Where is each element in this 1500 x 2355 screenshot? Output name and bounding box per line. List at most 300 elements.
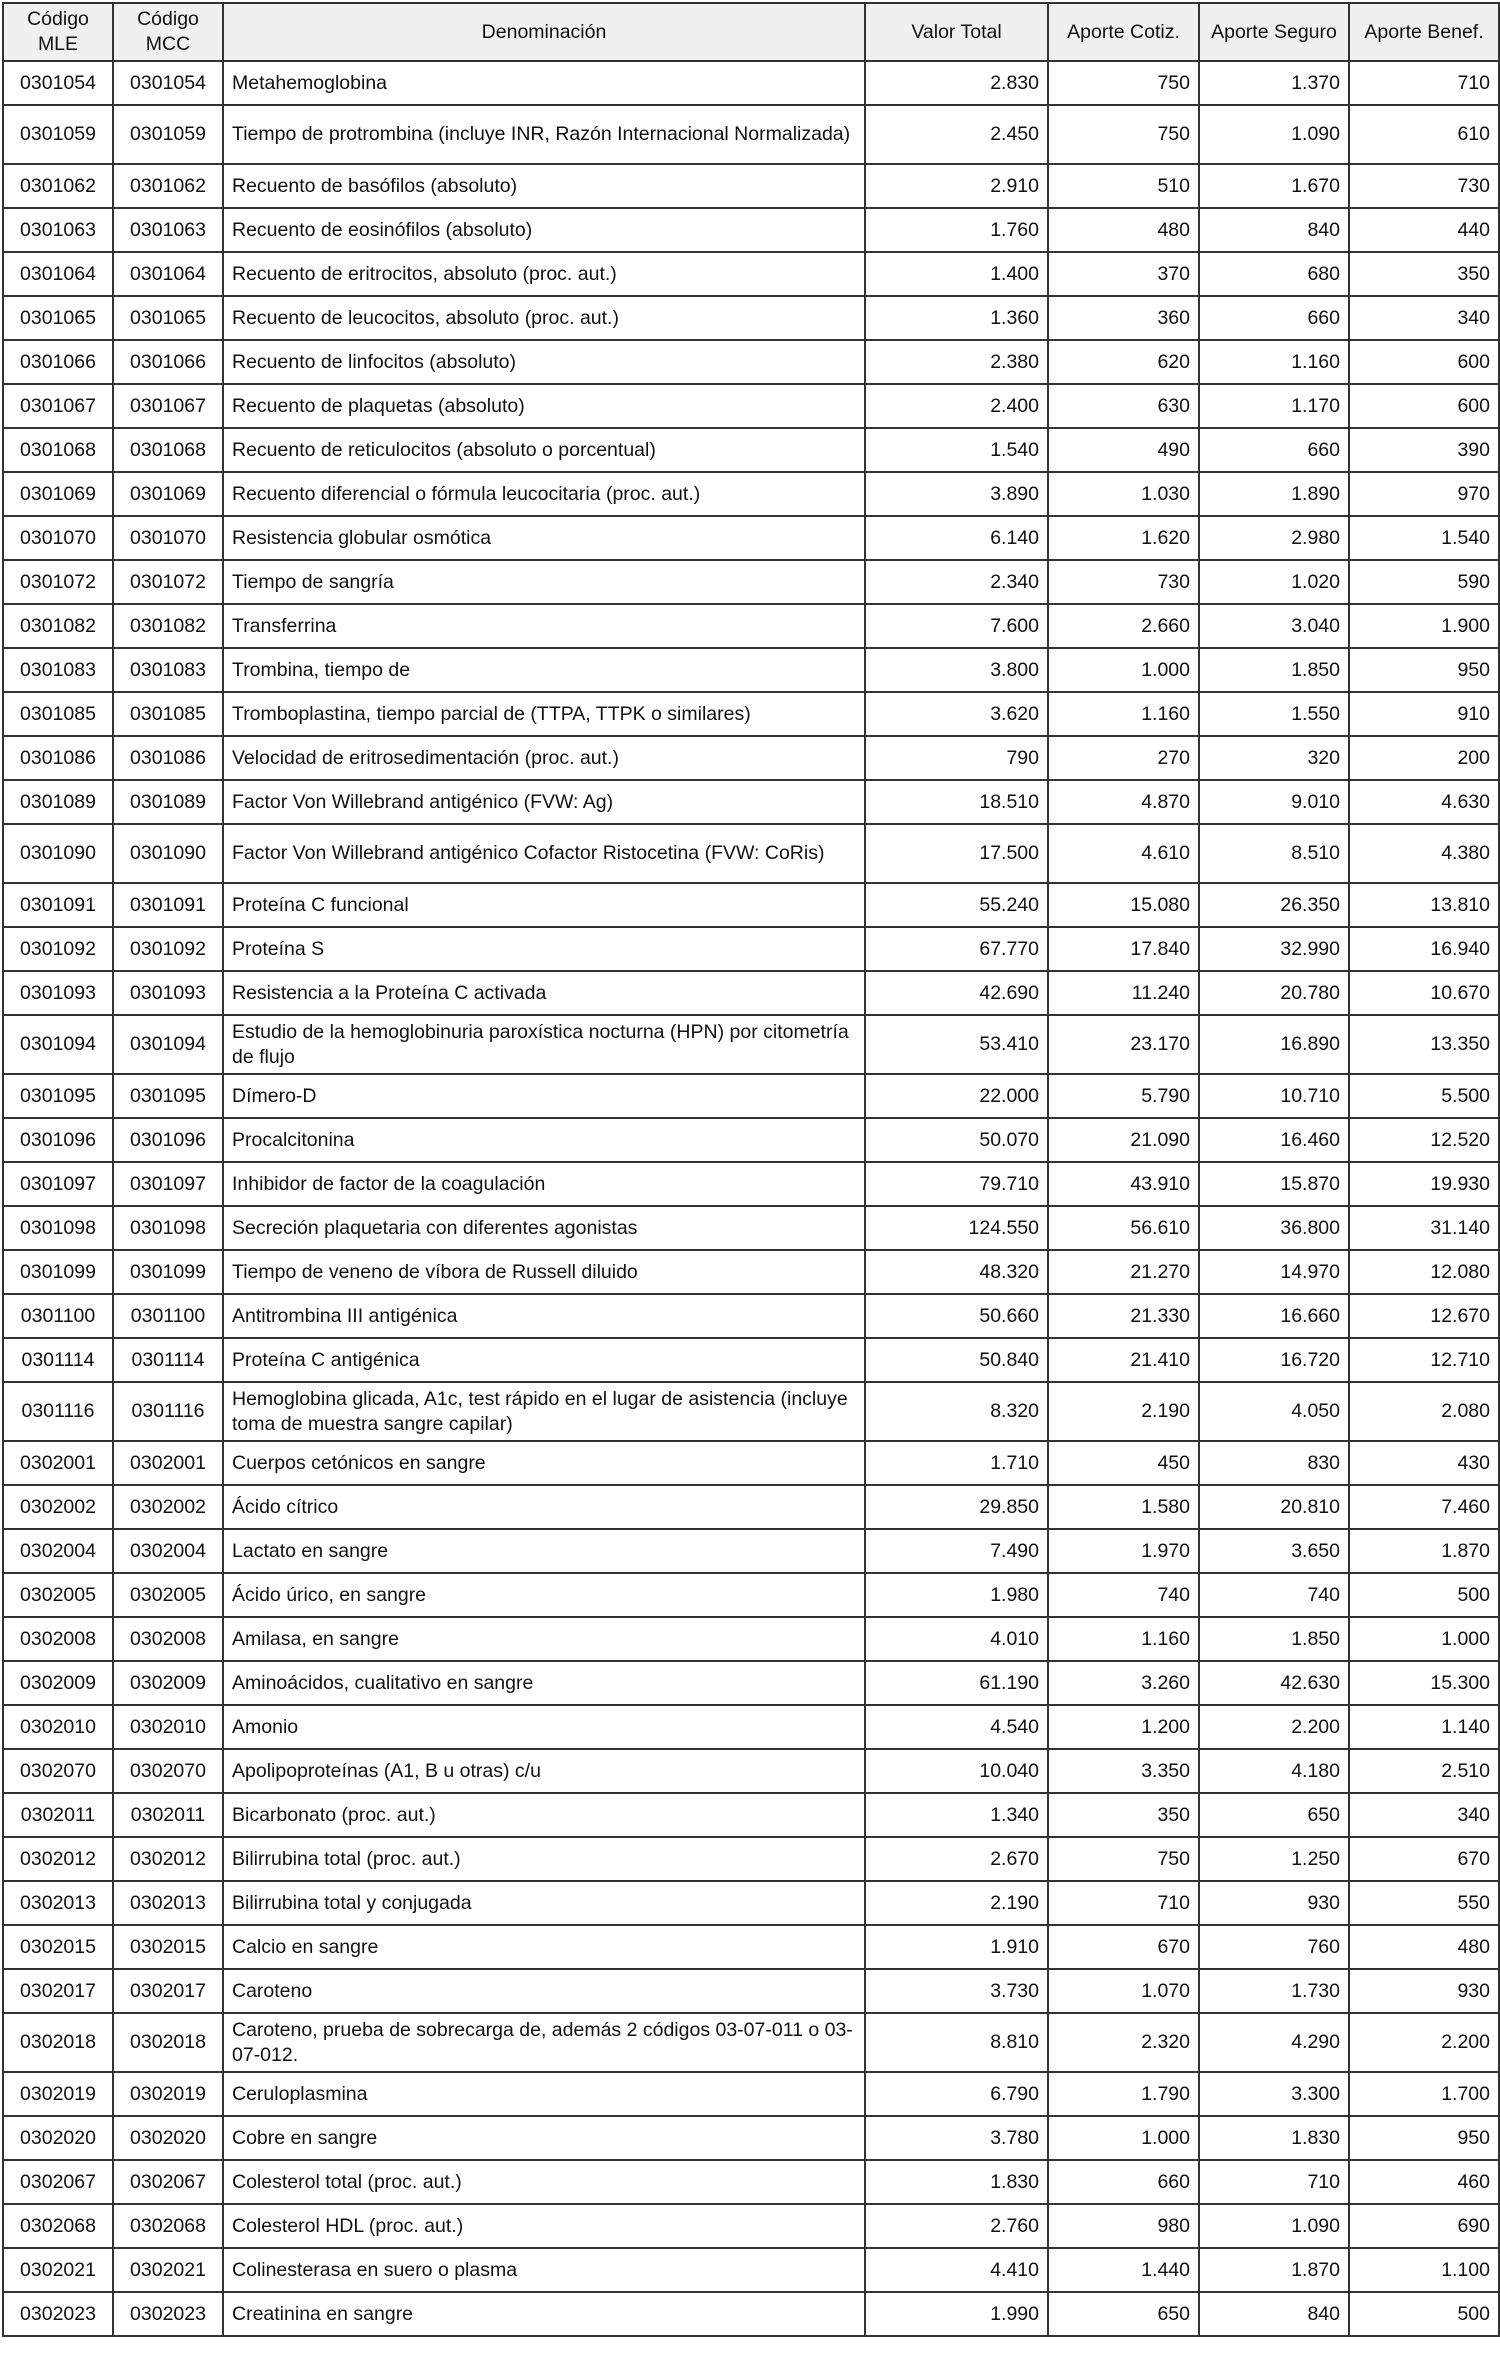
cell-codigo-mle: 0301082: [3, 604, 113, 648]
cell-valor-total: 42.690: [865, 971, 1048, 1015]
cell-codigo-mle: 0301086: [3, 736, 113, 780]
cell-aporte-benef: 1.000: [1349, 1617, 1499, 1661]
cell-codigo-mcc: 0301069: [113, 472, 223, 516]
cell-denominacion: Caroteno, prueba de sobrecarga de, además 2 códigos 03-07-011 o 03-07-012.: [223, 2013, 865, 2072]
cell-codigo-mle: 0302018: [3, 2013, 113, 2072]
cell-codigo-mcc: 0302010: [113, 1705, 223, 1749]
cell-aporte-benef: 600: [1349, 340, 1499, 384]
cell-aporte-seguro: 20.810: [1199, 1485, 1349, 1529]
cell-denominacion: Aminoácidos, cualitativo en sangre: [223, 1661, 865, 1705]
cell-denominacion: Resistencia globular osmótica: [223, 516, 865, 560]
cell-codigo-mcc: 0301068: [113, 428, 223, 472]
cell-codigo-mle: 0302005: [3, 1573, 113, 1617]
cell-aporte-benef: 710: [1349, 61, 1499, 105]
cell-valor-total: 4.540: [865, 1705, 1048, 1749]
table-row: [3, 1925, 1499, 1969]
cell-codigo-mle: 0301069: [3, 472, 113, 516]
cell-aporte-benef: 340: [1349, 296, 1499, 340]
cell-denominacion: Amonio: [223, 1705, 865, 1749]
cell-aporte-seguro: 1.850: [1199, 1617, 1349, 1661]
cell-codigo-mcc: 0302002: [113, 1485, 223, 1529]
cell-aporte-benef: 440: [1349, 208, 1499, 252]
cell-valor-total: 79.710: [865, 1162, 1048, 1206]
cell-aporte-cotiz: 43.910: [1048, 1162, 1199, 1206]
cell-valor-total: 50.840: [865, 1338, 1048, 1382]
table-row: [3, 1661, 1499, 1705]
cell-denominacion: Secreción plaquetaria con diferentes agonistas: [223, 1206, 865, 1250]
cell-denominacion: Proteína S: [223, 927, 865, 971]
cell-aporte-benef: 600: [1349, 384, 1499, 428]
cell-aporte-seguro: 14.970: [1199, 1250, 1349, 1294]
cell-aporte-cotiz: 450: [1048, 1441, 1199, 1485]
cell-aporte-cotiz: 750: [1048, 61, 1199, 105]
cell-codigo-mcc: 0302070: [113, 1749, 223, 1793]
cell-aporte-cotiz: 710: [1048, 1881, 1199, 1925]
cell-codigo-mcc: 0302015: [113, 1925, 223, 1969]
table-row: [3, 1837, 1499, 1881]
cell-aporte-benef: 730: [1349, 164, 1499, 208]
cell-codigo-mcc: 0302001: [113, 1441, 223, 1485]
table-row: [3, 2292, 1499, 2336]
cell-denominacion: Ácido cítrico: [223, 1485, 865, 1529]
table-row: [3, 1118, 1499, 1162]
cell-codigo-mle: 0301062: [3, 164, 113, 208]
cell-codigo-mcc: 0301085: [113, 692, 223, 736]
cell-aporte-cotiz: 1.000: [1048, 648, 1199, 692]
cell-aporte-seguro: 10.710: [1199, 1074, 1349, 1118]
cell-denominacion: Proteína C funcional: [223, 883, 865, 927]
cell-codigo-mcc: 0302011: [113, 1793, 223, 1837]
cell-aporte-cotiz: 670: [1048, 1925, 1199, 1969]
cell-codigo-mcc: 0301065: [113, 296, 223, 340]
cell-codigo-mle: 0301089: [3, 780, 113, 824]
table-row: [3, 1015, 1499, 1074]
table-row: [3, 384, 1499, 428]
cell-aporte-seguro: 16.720: [1199, 1338, 1349, 1382]
cell-aporte-cotiz: 4.610: [1048, 824, 1199, 883]
cell-codigo-mcc: 0301096: [113, 1118, 223, 1162]
header-denominacion: Denominación: [223, 3, 865, 61]
cell-aporte-cotiz: 1.070: [1048, 1969, 1199, 2013]
cell-aporte-benef: 2.510: [1349, 1749, 1499, 1793]
cell-aporte-cotiz: 23.170: [1048, 1015, 1199, 1074]
cell-codigo-mle: 0301066: [3, 340, 113, 384]
cell-aporte-cotiz: 1.160: [1048, 692, 1199, 736]
table-row: [3, 2248, 1499, 2292]
cell-aporte-benef: 4.630: [1349, 780, 1499, 824]
cell-aporte-cotiz: 350: [1048, 1793, 1199, 1837]
cell-codigo-mle: 0302009: [3, 1661, 113, 1705]
cell-codigo-mle: 0301064: [3, 252, 113, 296]
cell-codigo-mcc: 0301091: [113, 883, 223, 927]
cell-denominacion: Hemoglobina glicada, A1c, test rápido en el lugar de asistencia (incluye toma de muestra sangre capilar): [223, 1382, 865, 1441]
cell-aporte-seguro: 15.870: [1199, 1162, 1349, 1206]
cell-denominacion: Procalcitonina: [223, 1118, 865, 1162]
cell-valor-total: 4.410: [865, 2248, 1048, 2292]
cell-aporte-cotiz: 1.000: [1048, 2116, 1199, 2160]
cell-aporte-seguro: 830: [1199, 1441, 1349, 1485]
cell-codigo-mle: 0302002: [3, 1485, 113, 1529]
table-row: [3, 648, 1499, 692]
cell-aporte-cotiz: 480: [1048, 208, 1199, 252]
cell-aporte-seguro: 1.730: [1199, 1969, 1349, 2013]
cell-valor-total: 3.620: [865, 692, 1048, 736]
cell-valor-total: 29.850: [865, 1485, 1048, 1529]
cell-aporte-cotiz: 21.410: [1048, 1338, 1199, 1382]
cell-aporte-seguro: 1.170: [1199, 384, 1349, 428]
table-row: [3, 1382, 1499, 1441]
cell-valor-total: 2.450: [865, 105, 1048, 164]
table-row: [3, 560, 1499, 604]
cell-aporte-seguro: 2.200: [1199, 1705, 1349, 1749]
cell-aporte-cotiz: 270: [1048, 736, 1199, 780]
cell-aporte-benef: 16.940: [1349, 927, 1499, 971]
cell-codigo-mle: 0301090: [3, 824, 113, 883]
cell-codigo-mle: 0301070: [3, 516, 113, 560]
cell-valor-total: 1.710: [865, 1441, 1048, 1485]
cell-denominacion: Inhibidor de factor de la coagulación: [223, 1162, 865, 1206]
cell-aporte-benef: 5.500: [1349, 1074, 1499, 1118]
cell-valor-total: 3.780: [865, 2116, 1048, 2160]
table-row: [3, 1074, 1499, 1118]
cell-denominacion: Tromboplastina, tiempo parcial de (TTPA, TTPK o similares): [223, 692, 865, 736]
cell-aporte-seguro: 1.090: [1199, 2204, 1349, 2248]
cell-aporte-cotiz: 1.790: [1048, 2072, 1199, 2116]
cell-codigo-mle: 0302070: [3, 1749, 113, 1793]
header-codigo-mcc: Código MCC: [113, 3, 223, 61]
cell-aporte-seguro: 2.980: [1199, 516, 1349, 560]
cell-denominacion: Velocidad de eritrosedimentación (proc. aut.): [223, 736, 865, 780]
table-row: [3, 2013, 1499, 2072]
cell-aporte-seguro: 16.660: [1199, 1294, 1349, 1338]
header-aporte-benef: Aporte Benef.: [1349, 3, 1499, 61]
cell-codigo-mcc: 0302068: [113, 2204, 223, 2248]
cell-codigo-mle: 0301065: [3, 296, 113, 340]
cell-aporte-seguro: 1.890: [1199, 472, 1349, 516]
cell-denominacion: Creatinina en sangre: [223, 2292, 865, 2336]
cell-aporte-cotiz: 15.080: [1048, 883, 1199, 927]
cell-aporte-cotiz: 11.240: [1048, 971, 1199, 1015]
cell-aporte-seguro: 26.350: [1199, 883, 1349, 927]
cell-aporte-cotiz: 21.090: [1048, 1118, 1199, 1162]
cell-codigo-mle: 0301116: [3, 1382, 113, 1441]
cell-aporte-cotiz: 2.660: [1048, 604, 1199, 648]
cell-aporte-benef: 670: [1349, 1837, 1499, 1881]
table-row: [3, 1206, 1499, 1250]
cell-aporte-benef: 480: [1349, 1925, 1499, 1969]
cell-valor-total: 2.400: [865, 384, 1048, 428]
cell-codigo-mle: 0301100: [3, 1294, 113, 1338]
cell-denominacion: Colinesterasa en suero o plasma: [223, 2248, 865, 2292]
cell-aporte-cotiz: 750: [1048, 1837, 1199, 1881]
cell-valor-total: 2.760: [865, 2204, 1048, 2248]
cell-denominacion: Caroteno: [223, 1969, 865, 2013]
cell-aporte-seguro: 3.650: [1199, 1529, 1349, 1573]
cell-aporte-benef: 690: [1349, 2204, 1499, 2248]
cell-aporte-benef: 13.350: [1349, 1015, 1499, 1074]
cell-aporte-cotiz: 360: [1048, 296, 1199, 340]
cell-codigo-mcc: 0301070: [113, 516, 223, 560]
cell-aporte-seguro: 1.090: [1199, 105, 1349, 164]
cell-denominacion: Recuento de reticulocitos (absoluto o porcentual): [223, 428, 865, 472]
cell-aporte-benef: 200: [1349, 736, 1499, 780]
table-row: [3, 1162, 1499, 1206]
cell-aporte-benef: 7.460: [1349, 1485, 1499, 1529]
cell-codigo-mle: 0301083: [3, 648, 113, 692]
cell-denominacion: Ácido úrico, en sangre: [223, 1573, 865, 1617]
cell-codigo-mle: 0301054: [3, 61, 113, 105]
table-row: [3, 428, 1499, 472]
table-row: [3, 927, 1499, 971]
cell-valor-total: 2.190: [865, 1881, 1048, 1925]
cell-aporte-seguro: 1.160: [1199, 340, 1349, 384]
cell-codigo-mle: 0302019: [3, 2072, 113, 2116]
table-row: [3, 1881, 1499, 1925]
cell-aporte-seguro: 930: [1199, 1881, 1349, 1925]
cell-codigo-mle: 0301093: [3, 971, 113, 1015]
cell-codigo-mcc: 0301095: [113, 1074, 223, 1118]
cell-aporte-seguro: 740: [1199, 1573, 1349, 1617]
cell-denominacion: Recuento de linfocitos (absoluto): [223, 340, 865, 384]
cell-codigo-mle: 0302012: [3, 1837, 113, 1881]
cell-aporte-seguro: 1.370: [1199, 61, 1349, 105]
cell-codigo-mcc: 0302008: [113, 1617, 223, 1661]
cell-aporte-seguro: 4.290: [1199, 2013, 1349, 2072]
cell-denominacion: Cuerpos cetónicos en sangre: [223, 1441, 865, 1485]
cell-codigo-mcc: 0301072: [113, 560, 223, 604]
cell-aporte-seguro: 4.180: [1199, 1749, 1349, 1793]
cell-valor-total: 2.910: [865, 164, 1048, 208]
cell-codigo-mle: 0302067: [3, 2160, 113, 2204]
cell-codigo-mle: 0302013: [3, 1881, 113, 1925]
cell-aporte-seguro: 4.050: [1199, 1382, 1349, 1441]
cell-denominacion: Recuento de plaquetas (absoluto): [223, 384, 865, 428]
cell-codigo-mcc: 0302017: [113, 1969, 223, 2013]
cell-aporte-cotiz: 2.190: [1048, 1382, 1199, 1441]
cell-denominacion: Recuento de eritrocitos, absoluto (proc. aut.): [223, 252, 865, 296]
cell-aporte-benef: 390: [1349, 428, 1499, 472]
cell-codigo-mle: 0301085: [3, 692, 113, 736]
cell-valor-total: 55.240: [865, 883, 1048, 927]
cell-codigo-mcc: 0301094: [113, 1015, 223, 1074]
table-row: [3, 1529, 1499, 1573]
cell-aporte-seguro: 1.020: [1199, 560, 1349, 604]
cell-aporte-benef: 1.700: [1349, 2072, 1499, 2116]
cell-codigo-mle: 0302011: [3, 1793, 113, 1837]
cell-aporte-seguro: 710: [1199, 2160, 1349, 2204]
cell-codigo-mle: 0301067: [3, 384, 113, 428]
cell-valor-total: 2.380: [865, 340, 1048, 384]
cell-aporte-cotiz: 740: [1048, 1573, 1199, 1617]
cell-aporte-benef: 1.870: [1349, 1529, 1499, 1573]
cell-codigo-mle: 0301092: [3, 927, 113, 971]
cell-codigo-mcc: 0302012: [113, 1837, 223, 1881]
cell-aporte-benef: 1.540: [1349, 516, 1499, 560]
cell-aporte-cotiz: 620: [1048, 340, 1199, 384]
cell-aporte-cotiz: 490: [1048, 428, 1199, 472]
cell-aporte-cotiz: 56.610: [1048, 1206, 1199, 1250]
table-row: [3, 296, 1499, 340]
cell-aporte-seguro: 16.460: [1199, 1118, 1349, 1162]
table-row: [3, 1969, 1499, 2013]
cell-denominacion: Colesterol total (proc. aut.): [223, 2160, 865, 2204]
cell-codigo-mcc: 0301100: [113, 1294, 223, 1338]
table-row: [3, 1485, 1499, 1529]
cell-aporte-benef: 1.140: [1349, 1705, 1499, 1749]
cell-denominacion: Bilirrubina total y conjugada: [223, 1881, 865, 1925]
table-row: [3, 2160, 1499, 2204]
cell-denominacion: Tiempo de protrombina (incluye INR, Razón Internacional Normalizada): [223, 105, 865, 164]
cell-aporte-cotiz: 3.260: [1048, 1661, 1199, 1705]
cell-aporte-cotiz: 1.440: [1048, 2248, 1199, 2292]
cell-valor-total: 8.810: [865, 2013, 1048, 2072]
cell-valor-total: 6.140: [865, 516, 1048, 560]
cell-codigo-mcc: 0301089: [113, 780, 223, 824]
table-row: [3, 692, 1499, 736]
cell-codigo-mcc: 0301066: [113, 340, 223, 384]
cell-valor-total: 17.500: [865, 824, 1048, 883]
cell-aporte-benef: 590: [1349, 560, 1499, 604]
table-row: [3, 516, 1499, 560]
table-row: [3, 1749, 1499, 1793]
cell-codigo-mcc: 0301092: [113, 927, 223, 971]
header-row: [3, 3, 1499, 61]
cell-aporte-cotiz: 650: [1048, 2292, 1199, 2336]
cell-denominacion: Trombina, tiempo de: [223, 648, 865, 692]
cell-aporte-seguro: 760: [1199, 1925, 1349, 1969]
cell-aporte-seguro: 1.250: [1199, 1837, 1349, 1881]
cell-aporte-seguro: 840: [1199, 208, 1349, 252]
cell-aporte-benef: 10.670: [1349, 971, 1499, 1015]
table-row: [3, 604, 1499, 648]
cell-codigo-mle: 0301068: [3, 428, 113, 472]
cell-valor-total: 1.760: [865, 208, 1048, 252]
cell-valor-total: 10.040: [865, 1749, 1048, 1793]
cell-valor-total: 22.000: [865, 1074, 1048, 1118]
table-row: [3, 2072, 1499, 2116]
table-body: [3, 61, 1499, 2336]
header-codigo-mle: Código MLE: [3, 3, 113, 61]
cell-valor-total: 1.540: [865, 428, 1048, 472]
cell-valor-total: 1.400: [865, 252, 1048, 296]
cell-codigo-mle: 0301099: [3, 1250, 113, 1294]
cell-codigo-mcc: 0302067: [113, 2160, 223, 2204]
table-row: [3, 736, 1499, 780]
cell-codigo-mle: 0302015: [3, 1925, 113, 1969]
cell-denominacion: Bicarbonato (proc. aut.): [223, 1793, 865, 1837]
cell-aporte-cotiz: 1.620: [1048, 516, 1199, 560]
cell-denominacion: Recuento de leucocitos, absoluto (proc. aut.): [223, 296, 865, 340]
table-row: [3, 1294, 1499, 1338]
table-row: [3, 1793, 1499, 1837]
cell-denominacion: Apolipoproteínas (A1, B u otras) c/u: [223, 1749, 865, 1793]
cell-aporte-benef: 950: [1349, 2116, 1499, 2160]
table-row: [3, 1705, 1499, 1749]
cell-valor-total: 1.910: [865, 1925, 1048, 1969]
cell-aporte-benef: 550: [1349, 1881, 1499, 1925]
table-row: [3, 61, 1499, 105]
header-aporte-cotiz: Aporte Cotiz.: [1048, 3, 1199, 61]
cell-aporte-benef: 610: [1349, 105, 1499, 164]
cell-aporte-benef: 1.900: [1349, 604, 1499, 648]
cell-aporte-benef: 430: [1349, 1441, 1499, 1485]
cell-aporte-benef: 950: [1349, 648, 1499, 692]
cell-aporte-cotiz: 1.970: [1048, 1529, 1199, 1573]
cell-aporte-seguro: 660: [1199, 296, 1349, 340]
cell-denominacion: Lactato en sangre: [223, 1529, 865, 1573]
cell-aporte-seguro: 3.300: [1199, 2072, 1349, 2116]
cell-valor-total: 3.800: [865, 648, 1048, 692]
table-row: [3, 252, 1499, 296]
cell-codigo-mle: 0301114: [3, 1338, 113, 1382]
cell-valor-total: 1.980: [865, 1573, 1048, 1617]
cell-codigo-mle: 0302010: [3, 1705, 113, 1749]
cell-codigo-mcc: 0302009: [113, 1661, 223, 1705]
table-row: [3, 1441, 1499, 1485]
cell-aporte-cotiz: 630: [1048, 384, 1199, 428]
cell-aporte-seguro: 650: [1199, 1793, 1349, 1837]
cell-denominacion: Colesterol HDL (proc. aut.): [223, 2204, 865, 2248]
table-row: [3, 164, 1499, 208]
cell-valor-total: 2.670: [865, 1837, 1048, 1881]
cell-aporte-cotiz: 1.200: [1048, 1705, 1199, 1749]
table-row: [3, 2204, 1499, 2248]
cell-aporte-cotiz: 21.330: [1048, 1294, 1199, 1338]
cell-valor-total: 53.410: [865, 1015, 1048, 1074]
cell-codigo-mle: 0301098: [3, 1206, 113, 1250]
cell-valor-total: 3.890: [865, 472, 1048, 516]
cell-aporte-benef: 4.380: [1349, 824, 1499, 883]
cell-aporte-cotiz: 4.870: [1048, 780, 1199, 824]
cell-aporte-benef: 350: [1349, 252, 1499, 296]
cell-codigo-mcc: 0301086: [113, 736, 223, 780]
cell-valor-total: 50.070: [865, 1118, 1048, 1162]
cell-aporte-benef: 15.300: [1349, 1661, 1499, 1705]
cell-codigo-mle: 0302008: [3, 1617, 113, 1661]
cell-codigo-mcc: 0301098: [113, 1206, 223, 1250]
cell-aporte-seguro: 42.630: [1199, 1661, 1349, 1705]
table-row: [3, 971, 1499, 1015]
cell-codigo-mcc: 0302023: [113, 2292, 223, 2336]
cell-aporte-seguro: 1.670: [1199, 164, 1349, 208]
cell-codigo-mle: 0301096: [3, 1118, 113, 1162]
cell-codigo-mcc: 0302021: [113, 2248, 223, 2292]
cell-denominacion: Cobre en sangre: [223, 2116, 865, 2160]
cell-valor-total: 3.730: [865, 1969, 1048, 2013]
cell-aporte-seguro: 16.890: [1199, 1015, 1349, 1074]
cell-valor-total: 8.320: [865, 1382, 1048, 1441]
cell-codigo-mle: 0302004: [3, 1529, 113, 1573]
cell-aporte-benef: 970: [1349, 472, 1499, 516]
cell-codigo-mcc: 0301090: [113, 824, 223, 883]
cell-codigo-mle: 0302021: [3, 2248, 113, 2292]
cell-codigo-mle: 0301091: [3, 883, 113, 927]
cell-codigo-mle: 0301097: [3, 1162, 113, 1206]
cell-codigo-mcc: 0302005: [113, 1573, 223, 1617]
tariff-table-container: [2, 2, 1500, 2337]
table-row: [3, 780, 1499, 824]
cell-codigo-mcc: 0302018: [113, 2013, 223, 2072]
table-row: [3, 1617, 1499, 1661]
cell-aporte-seguro: 660: [1199, 428, 1349, 472]
cell-aporte-seguro: 32.990: [1199, 927, 1349, 971]
cell-aporte-benef: 340: [1349, 1793, 1499, 1837]
cell-valor-total: 1.990: [865, 2292, 1048, 2336]
cell-codigo-mcc: 0302019: [113, 2072, 223, 2116]
cell-aporte-seguro: 680: [1199, 252, 1349, 296]
table-row: [3, 883, 1499, 927]
cell-codigo-mcc: 0301063: [113, 208, 223, 252]
